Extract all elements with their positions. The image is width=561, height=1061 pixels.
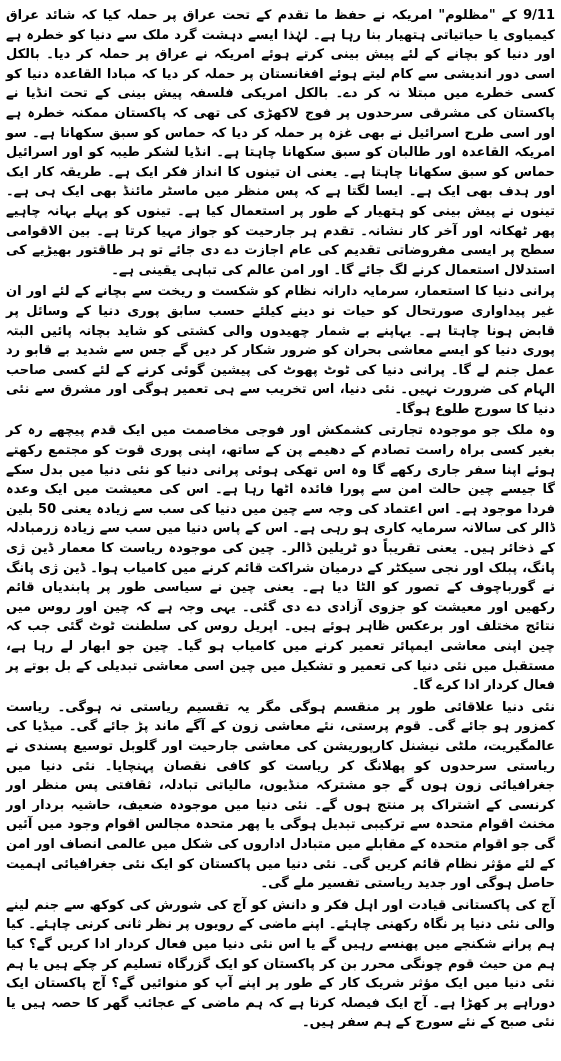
paragraph-1: 9/11 کے "مظلوم" امریکہ نے حفظ ما تقدم کے تحت عراق پر حملہ کیا کہ شائد عراق کیمیاوی یا حیاتیاتی ہتھیار بنا رہا ہے۔ لہٰذا ایسے دہشت گرد ملک سے دنیا کو خطرہ ہے اور دنیا کو بچانے کے لئے پیش بینی کرتے ہوئے امریکہ نے عراق پر حملہ کر دیا۔ بالکل اسی دور اندیشی سے کام لیتے ہوئے افغانستان پر حملہ کر دیا کہ مبادا القاعدہ دنیا کو کسی خطرے میں مبتلا نہ کر دے۔ بالکل امریکی فلسفہ پیش بینی کے تحت انڈیا نے پاکستان کی مشرقی سرحدوں پر فوج لاکھڑی کی تھی کہ پاکستان ممکنہ خطرہ ہے اور اسی طرح اسرائیل نے بھی غزہ پر حملہ کر دیا کہ حماس کو سبق سکھانا ہے۔ سو امریکہ القاعدہ اور طالبان کو سبق سکھانا چاہتا ہے۔ انڈیا لشکر طیبہ کو اور اسرائیل حماس کو سبق سکھانا چاہتا ہے۔ یعنی ان تینوں کا انداز فکر ایک ہے۔ طریقہ کار ایک اور ہدف بھی ایک ہے۔ ایسا لگتا ہے کہ پس منظر میں ماسٹر مائنڈ بھی ایک ہی ہے۔ تینوں نے پیش بینی کو ہتھیار کے طور پر استعمال کیا ہے۔ تینوں کو پہلے بہانہ چاہیے پھر ٹھکانہ اور آخر کار نشانہ۔ تقدم ہر جارحیت کو جواز مہیا کرتا ہے۔ بین الاقوامی سطح پر ایسی مفروضاتی تقدیم کی عام اجازت دے دی جائے تو ہر طاقتور بھیڑیے کی استدلال استعمال کرنے لگ جائے گا۔ اور امن عالم کی تباہی یقینی ہے۔ [6,8,555,278]
paragraph-5: آج کی پاکستانی قیادت اور اہل فکر و دانش کو آج کی شورش کی کوکھ سے جنم لینے والی نئی دنیا پر نگاہ رکھنی چاہئے۔ اپنے ماضی کے رویوں پر نظر ثانی کرنی چاہئے۔ کیا ہم پرانے شکنجے میں پھنسے رہیں گے یا اس نئی دنیا میں فعال کردار ادا کریں گے؟ کیا ہم من حیث قوم چونگی محرر بن کر پاکستان کو ایک گزرگاہ تسلیم کر چکے ہیں یا ہم نئی دنیا میں ایک مؤثر شریک کار کے طور پر اپنے آپ کو منوائیں گے؟ آج پاکستان ایک دوراہے پر کھڑا ہے۔ آج ایک فیصلہ کرنا ہے کہ ہم ماضی کے عجائب گھر کا حصہ ہیں یا نئی صبح کے نئے سورج کے ہم سفر ہیں۔ [6,897,555,1031]
paragraph-4: نئی دنیا علاقائی طور پر منقسم ہوگی مگر یہ تقسیم ریاستی نہ ہوگی۔ ریاست کمزور ہو جائے گی۔ قوم پرستی، نئے معاشی زون کے آگے ماند پڑ جائے گی۔ میڈیا کی عالمگیریت، ملٹی نیشنل کارپوریشن کی معاشی جارحیت اور گلوبل توسیع پسندی نے ریاستی سرحدوں کو پھلانگ کر ریاست کو کافی نقصان پہنچایا۔ نئی دنیا میں جغرافیائی زون ہوں گے جو مشترکہ منڈیوں، مالیاتی تبادلہ، ثقافتی پس منظر اور کرنسی کے اشتراک پر منتج ہوں گے۔ نئی دنیا میں موجودہ ضعیف، حاشیہ بردار اور مخنث اقوام متحدہ سے ترکیبی تبدیل ہوگی یا پھر متحدہ مجالس اقوام وجود میں آئیں گی جو اقوام متحدہ کے مقابلے میں متبادل اداروں کی شکل میں عالمی انصاف اور امن کے لئے مؤثر نظام قائم کریں گی۔ نئی دنیا میں پاکستان کو ایک نئی جغرافیائی اہمیت حاصل ہوگی اور جدید ریاستی تفسیر ملے گی۔ [6,699,555,892]
paragraph-3: وہ ملک جو موجودہ تجارتی کشمکش اور فوجی مخاصمت میں ایک قدم پیچھے رہ کر بغیر کسی براہ راست تصادم کے دھیمے پن کے ساتھ، اپنی پوری قوت کو مجتمع رکھتے ہوئے اپنا سفر جاری رکھے گا وہ اس تھکی ہوئی پرانی دنیا کو نئی دنیا میں بدل سکے گا جیسے چین حالت امن سے پورا فائدہ اٹھا رہا ہے۔ اس کی معیشت میں ایک وعدہ فردا موجود ہے۔ اس اعتماد کی وجہ سے چین میں دنیا کی سب سے زیادہ یعنی 50 بلین ڈالر کی سالانہ سرمایہ کاری ہو رہی ہے۔ اس کے پاس دنیا میں سب سے زیادہ زرمبادلہ کے ذخائر ہیں۔ یعنی تقریباً دو ٹریلین ڈالر۔ چین کی موجودہ ریاست کا معمار ڈین ژی پانگ، پبلک اور نجی سیکٹر کے درمیان شراکت قائم کرنے میں کامیاب ہوا۔ ڈین ژی پانگ نے گورباچوف کے تصور کو الٹا دیا ہے۔ یعنی چین نے سیاسی طور پر پابندیاں قائم رکھیں اور معیشت کو جزوی آزادی دے دی گئی۔ یہی وجہ ہے کہ چین اور روس میں نتائج مختلف اور برعکس ظاہر ہوئے ہیں۔ اپریل روس کی سلطنت ٹوٹ گئی جب کہ چین اپنی معاشی ایمپائر تعمیر کرنے میں کامیاب ہو گیا۔ چین جو ابھار لے رہا ہے، مستقبل میں نئی دنیا کی تعمیر و تشکیل میں چین اسی معاشی تبدیلی کے بل بوتے پر فعال کردار ادا کرے گا۔ [6,423,555,694]
paragraph-2: پرانی دنیا کا استعمار، سرمایہ دارانہ نظام کو شکست و ریخت سے بچانے کے لئے اور ان غیر پیداواری صورتحال کو حیات نو دینے کیلئے حسب سابق پوری دنیا کے وسائل پر قابض ہونا چاہتا ہے۔ یہاپنے بے شمار چھیدوں والی کشتی کو شاید بچانہ پائیں البتہ پوری دنیا کو ایسے معاشی بحران کو ضرور شکار کر دیں گے جس سے شدید بے قابو رد عمل جنم لے گا۔ پرانی دنیا کی ٹوٹ پھوٹ کی پیشین گوئی کرنے کے لئے کسی صاحب الہام کی ضرورت نہیں۔ نئی دنیا، اس تخریب سے ہی تعمیر ہوگی اور مشرق سے نئی دنیا کا سورج طلوع ہوگا۔ [6,284,555,417]
